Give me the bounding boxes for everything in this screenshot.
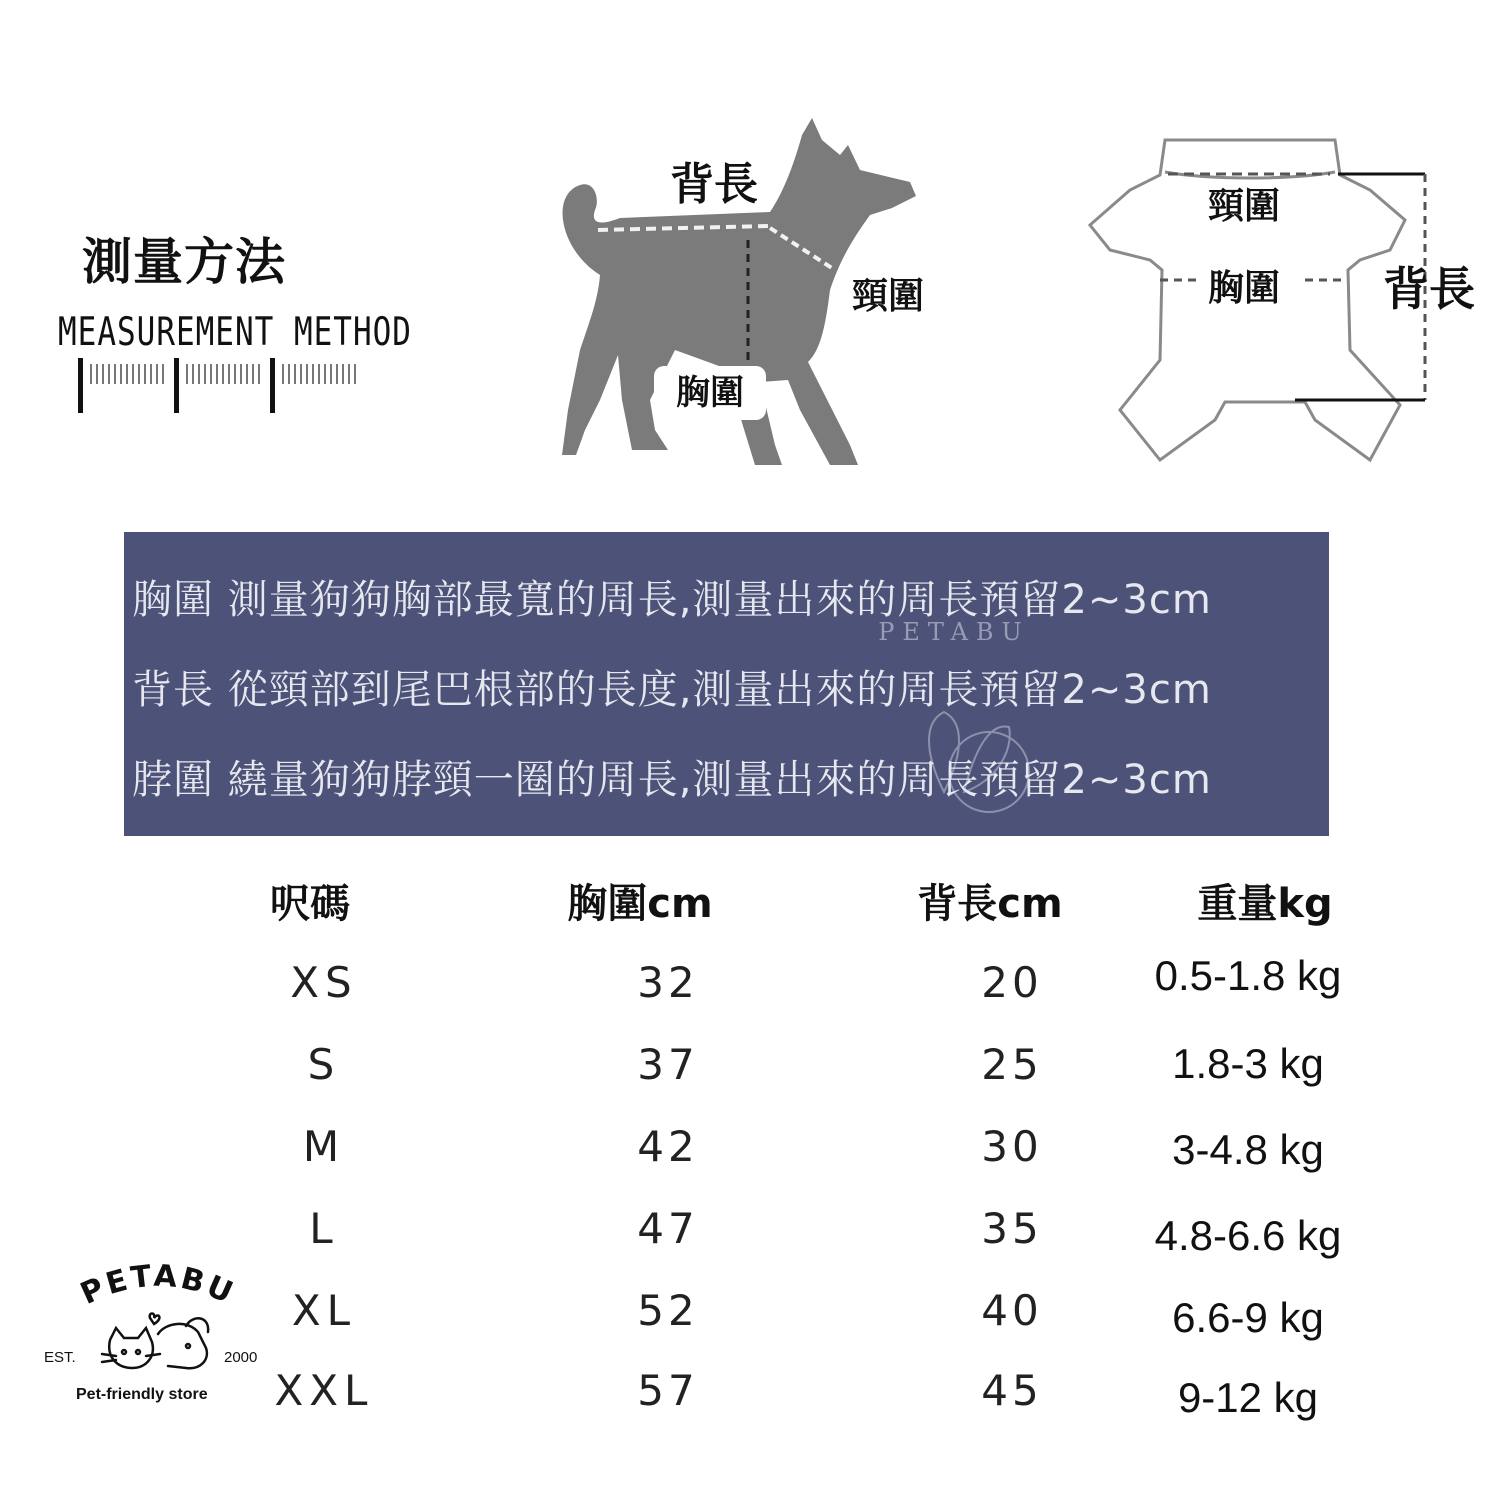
logo-tagline: Pet-friendly store bbox=[76, 1386, 208, 1403]
chest-cell: 32 bbox=[637, 958, 699, 1007]
measurement-method-subtitle: MEASUREMENT METHOD bbox=[58, 310, 412, 355]
watermark-text: PETABU bbox=[878, 622, 1030, 646]
logo-brand-text: PETABU bbox=[75, 1262, 241, 1312]
table-header-back: 背長cm bbox=[917, 881, 1063, 927]
dog-chest-label: 胸圍 bbox=[654, 366, 766, 420]
size-cell: M bbox=[302, 1122, 346, 1171]
suit-chest-label: 胸圍 bbox=[1208, 268, 1281, 309]
ruler-icon bbox=[74, 358, 374, 418]
measurement-info-panel bbox=[124, 532, 1329, 836]
cat-dog-icon bbox=[102, 1314, 208, 1369]
chest-cell: 57 bbox=[637, 1366, 699, 1415]
chest-cell: 52 bbox=[637, 1286, 699, 1335]
weight-cell: 1.8-3 kg bbox=[1172, 1040, 1324, 1087]
logo-est-label: EST. bbox=[44, 1349, 76, 1366]
table-row bbox=[0, 1040, 1500, 1100]
size-cell: L bbox=[309, 1204, 339, 1253]
table-header-chest: 胸圍cm bbox=[567, 881, 713, 927]
chest-cell: 37 bbox=[637, 1040, 699, 1089]
back-cell: 20 bbox=[981, 958, 1043, 1007]
back-cell: 45 bbox=[981, 1366, 1043, 1415]
chest-cell: 47 bbox=[637, 1204, 699, 1253]
logo-year: 2000 bbox=[224, 1349, 258, 1366]
info-line-chest: 胸圍 測量狗狗胸部最寬的周長,測量出來的周長預留2~3cm bbox=[132, 577, 1212, 623]
suit-neck-label: 頸圍 bbox=[1208, 186, 1281, 227]
weight-cell: 4.8-6.6 kg bbox=[1154, 1212, 1342, 1259]
info-line-back: 背長 從頸部到尾巴根部的長度,測量出來的周長預留2~3cm bbox=[132, 667, 1212, 713]
suit-back-length-label: 背長 bbox=[1383, 262, 1475, 316]
chest-cell: 42 bbox=[637, 1122, 699, 1171]
dog-neck-label: 頸圍 bbox=[852, 276, 925, 317]
weight-cell: 0.5-1.8 kg bbox=[1154, 952, 1342, 999]
size-cell: XXL bbox=[274, 1366, 374, 1415]
measurement-method-title: 測量方法 bbox=[82, 233, 286, 291]
dog-back-length-label: 背長 bbox=[670, 159, 758, 210]
weight-cell: 6.6-9 kg bbox=[1172, 1294, 1324, 1341]
size-cell: XL bbox=[291, 1286, 357, 1335]
size-cell: XS bbox=[290, 958, 358, 1007]
back-cell: 40 bbox=[981, 1286, 1043, 1335]
back-cell: 35 bbox=[981, 1204, 1043, 1253]
table-header-weight: 重量kg bbox=[1197, 881, 1333, 927]
table-row bbox=[0, 1122, 1500, 1182]
back-cell: 30 bbox=[981, 1122, 1043, 1171]
table-row bbox=[0, 952, 1500, 1018]
size-cell: S bbox=[307, 1040, 341, 1089]
table-row bbox=[0, 1204, 1500, 1264]
weight-cell: 3-4.8 kg bbox=[1172, 1126, 1324, 1173]
table-header-size: 呎碼 bbox=[270, 881, 350, 927]
svg-text:PETABU bbox=[75, 1262, 240, 1312]
back-cell: 25 bbox=[981, 1040, 1043, 1089]
info-line-neck: 脖圍 繞量狗狗脖頸一圈的周長,測量出來的周長預留2~3cm bbox=[132, 757, 1212, 803]
weight-cell: 9-12 kg bbox=[1177, 1374, 1319, 1421]
